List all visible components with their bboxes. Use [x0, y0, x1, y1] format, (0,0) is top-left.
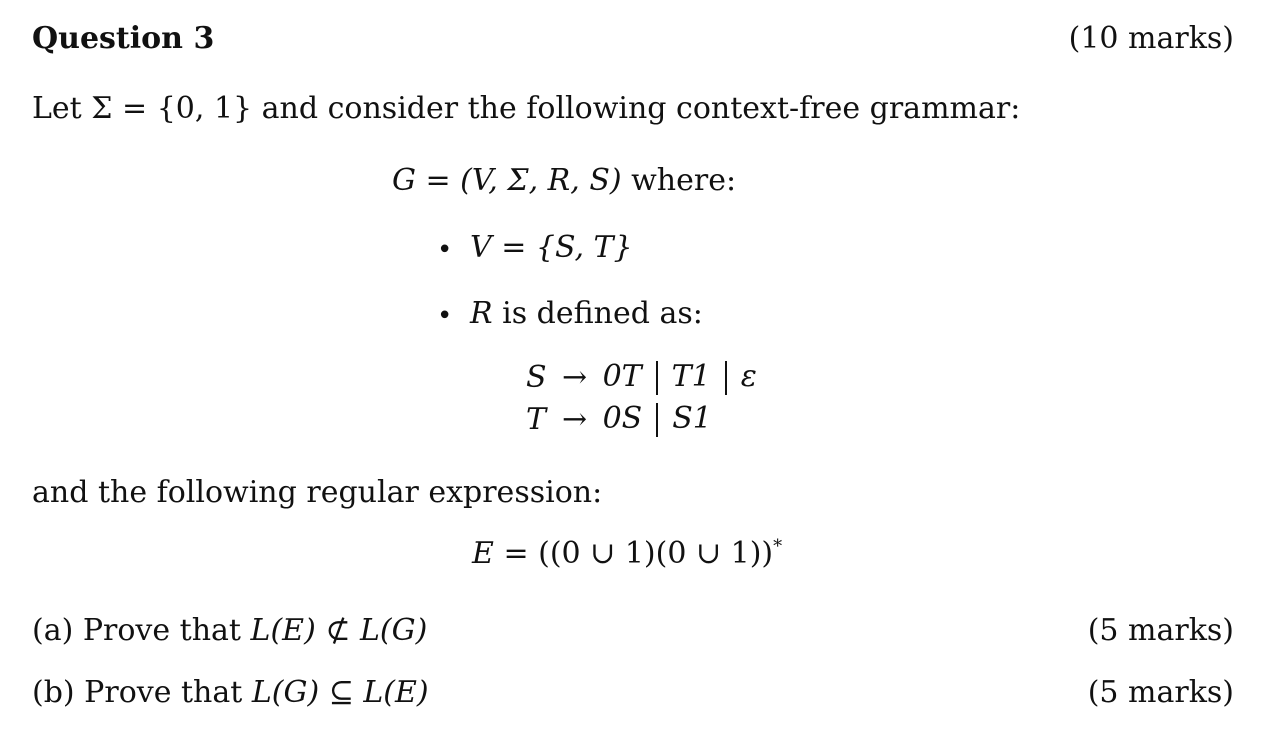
part-text: Prove that: [84, 675, 243, 710]
part-label: (a): [32, 613, 74, 648]
rule-lhs: S: [526, 360, 547, 395]
part-label: (b): [32, 675, 75, 710]
sigma-definition: Σ = {0, 1}: [91, 91, 253, 126]
alt-separator: [656, 361, 658, 395]
grammar-tuple: G = (V, Σ, R, S): [392, 163, 622, 198]
alt-separator: [725, 361, 727, 395]
arrow-icon: →: [561, 360, 588, 395]
production-rule-s: [526, 357, 757, 399]
grammar-definition: [392, 163, 737, 198]
rule-alt: 0S: [602, 401, 643, 436]
alt-separator: [656, 403, 658, 437]
bullet-variables: V = {S, T}: [470, 230, 633, 265]
intro-prefix: Let: [32, 91, 82, 126]
regex-expression: [472, 538, 782, 569]
rule-alt: ε: [740, 359, 757, 394]
grammar-where: where:: [631, 163, 737, 198]
part-a: [32, 613, 428, 648]
rule-alt: T1: [671, 359, 711, 394]
regex-rhs: ((0 ∪ 1)(0 ∪ 1)): [538, 536, 774, 571]
part-b-marks: (5 marks): [1087, 675, 1234, 710]
part-text: Prove that: [82, 613, 241, 648]
part-math: L(E) ⊄ L(G): [250, 613, 428, 648]
question-title: Question 3: [32, 21, 215, 56]
part-math: L(G) ⊆ L(E): [251, 675, 429, 710]
question-marks: (10 marks): [1068, 21, 1234, 56]
production-rule-t: [526, 399, 757, 441]
part-a-marks: (5 marks): [1087, 613, 1234, 648]
bullet-dot-icon: •: [437, 301, 453, 331]
bullet-rules-text: is defined as:: [502, 296, 703, 331]
regex-intro: and the following regular expression:: [32, 475, 603, 510]
bullet-rules-lead: R: [470, 296, 493, 331]
regex-star: *: [773, 536, 783, 557]
arrow-icon: →: [561, 402, 588, 437]
intro-suffix: and consider the following context-free grammar:: [261, 91, 1021, 126]
rule-alt: 0T: [602, 359, 642, 394]
intro-line: [32, 91, 1021, 126]
rule-lhs: T: [526, 402, 547, 437]
regex-eq: =: [503, 536, 529, 571]
rule-alt: S1: [672, 401, 712, 436]
bullet-dot-icon: •: [437, 235, 453, 265]
part-b: [32, 675, 429, 710]
bullet-rules: [470, 296, 703, 331]
regex-lhs: E: [472, 536, 494, 571]
production-rules: [526, 357, 757, 441]
